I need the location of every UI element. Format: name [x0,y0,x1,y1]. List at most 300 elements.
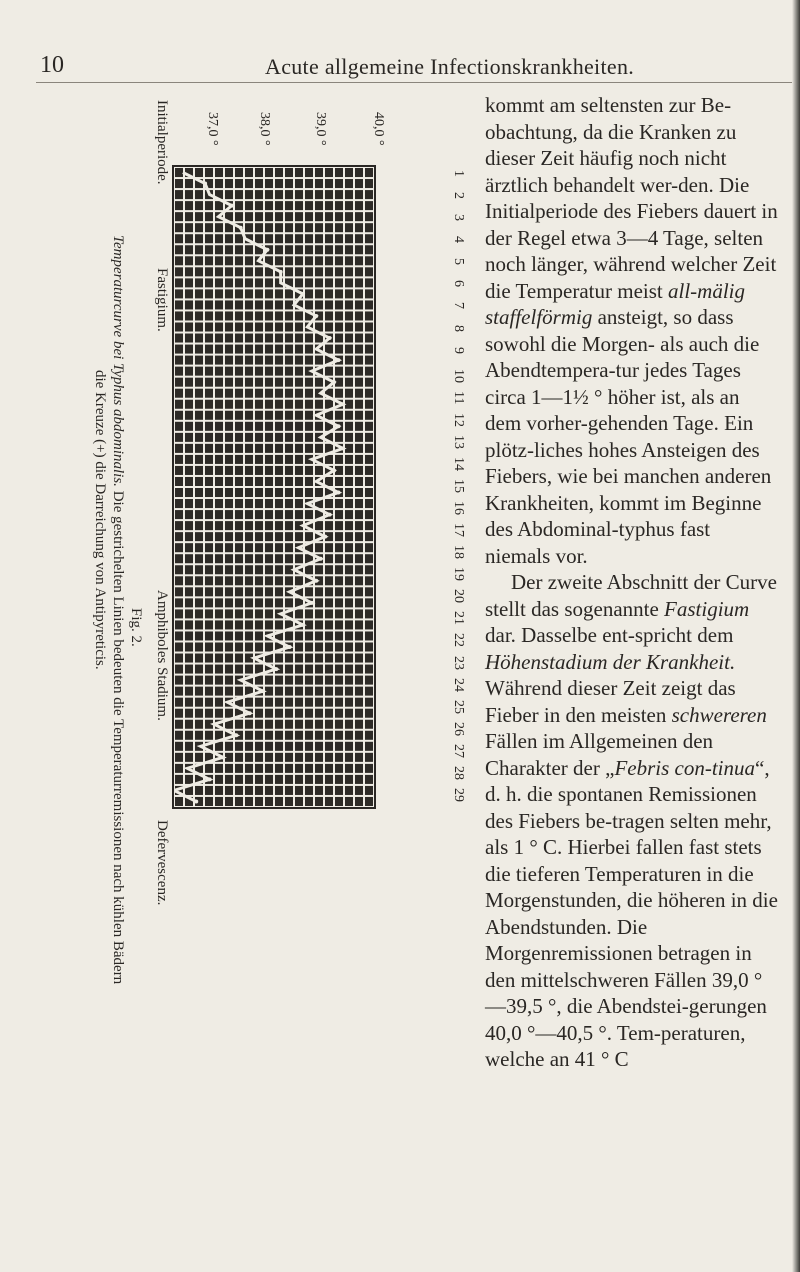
grid-cell [245,168,253,177]
grid-cell [185,433,193,442]
grid-cell [305,223,313,232]
grid-cell [365,356,373,365]
grid-cell [305,300,313,309]
grid-cell [285,455,293,464]
grid-cell [235,797,243,806]
grid-cell [175,510,183,519]
grid-cell [355,499,363,508]
day-label: 11 [451,390,466,405]
day-label: 20 [451,589,466,604]
grid-cell [275,334,283,343]
grid-cell [175,665,183,674]
grid-cell [365,764,373,773]
grid-cell [265,201,273,210]
grid-cell [365,521,373,530]
grid-cell [275,378,283,387]
grid-cell [235,576,243,585]
grid-cell [295,532,303,541]
grid-cell [255,367,263,376]
grid-cell [185,620,193,629]
grid-cell [225,797,233,806]
grid-cell [255,742,263,751]
grid-cell [365,753,373,762]
grid-cell [285,797,293,806]
grid-cell [275,256,283,265]
header-rule [36,82,794,83]
grid-cell [235,300,243,309]
grid-cell [295,223,303,232]
grid-cell [215,631,223,640]
grid-cell [225,300,233,309]
grid-cell [265,786,273,795]
day-label: 7 [451,302,466,310]
grid-cell [295,731,303,740]
day-label: 25 [451,699,466,714]
grid-cell [335,278,343,287]
body-text [485,92,780,1073]
grid-cell [205,378,213,387]
grid-cell [185,245,193,254]
grid-cell [275,311,283,320]
grid-cell [365,190,373,199]
day-label: 22 [451,633,466,648]
grid-cell [275,676,283,685]
temperature-point [230,204,234,208]
grid-cell [225,367,233,376]
grid-cell [185,422,193,431]
grid-cell [265,565,273,574]
grid-cell [205,609,213,618]
temperature-point [341,402,345,406]
grid-cell [235,598,243,607]
grid-cell [245,554,253,563]
grid-cell [215,543,223,552]
grid-cell [345,654,353,663]
grid-cell [275,466,283,475]
grid-cell [345,631,353,640]
grid-cell [205,455,213,464]
grid-cell [295,720,303,729]
running-title: Acute allgemeine Infectionskrankheiten. [265,54,635,79]
grid-cell [305,676,313,685]
grid-cell [255,455,263,464]
grid-cell [205,444,213,453]
grid-cell [245,367,253,376]
grid-cell [285,367,293,376]
grid-cell [265,742,273,751]
grid-cell [245,775,253,784]
grid-cell [195,676,203,685]
grid-cell [295,422,303,431]
grid-cell [255,521,263,530]
grid-cell [195,345,203,354]
grid-cell [225,455,233,464]
grid-cell [195,786,203,795]
grid-cell [185,521,193,530]
grid-cell [325,455,333,464]
temperature-point [239,226,243,230]
grid-cell [335,345,343,354]
grid-cell [215,775,223,784]
grid-cell [365,609,373,618]
grid-cell [255,598,263,607]
grid-cell [175,400,183,409]
grid-cell [235,466,243,475]
grid-cell [175,654,183,663]
grid-cell [325,587,333,596]
grid-cell [205,786,213,795]
grid-cell [345,676,353,685]
grid-cell [185,753,193,762]
grid-cell [305,764,313,773]
grid-cell [185,565,193,574]
grid-cell [175,334,183,343]
grid-cell [215,179,223,188]
grid-cell [325,753,333,762]
grid-cell [335,598,343,607]
grid-cell [275,786,283,795]
grid-cell [255,356,263,365]
grid-cell [205,665,213,674]
grid-cell [175,179,183,188]
grid-cell [205,466,213,475]
grid-cell [345,433,353,442]
grid-cell [255,565,263,574]
day-axis [452,155,482,815]
grid-cell [335,334,343,343]
grid-cell [365,179,373,188]
grid-cell [325,234,333,243]
grid-cell [345,389,353,398]
grid-cell [245,245,253,254]
grid-cell [285,300,293,309]
grid-cell [265,378,273,387]
grid-cell [235,345,243,354]
grid-cell [265,300,273,309]
grid-cell [305,687,313,696]
grid-cell [335,676,343,685]
grid-cell [365,698,373,707]
grid-cell [335,322,343,331]
grid-cell [215,709,223,718]
grid-cell [255,444,263,453]
grid-cell [305,256,313,265]
grid-cell [255,201,263,210]
grid-cell [315,179,323,188]
grid-cell [335,687,343,696]
grid-cell [245,378,253,387]
grid-cell [185,676,193,685]
grid-cell [335,786,343,795]
day-label: 9 [451,346,466,354]
grid-cell [275,289,283,298]
grid-cell [325,642,333,651]
day-label: 24 [451,677,466,692]
grid-cell [295,764,303,773]
grid-cell [345,278,353,287]
grid-cell [175,190,183,199]
grid-cell [185,367,193,376]
grid-cell [355,433,363,442]
grid-cell [285,201,293,210]
grid-cell [365,731,373,740]
grid-cell [195,444,203,453]
grid-cell [325,212,333,221]
grid-cell [245,201,253,210]
grid-cell [185,687,193,696]
grid-cell [365,400,373,409]
grid-cell [255,179,263,188]
grid-cell [275,687,283,696]
grid-cell [255,753,263,762]
grid-cell [285,322,293,331]
grid-cell [335,179,343,188]
grid-cell [185,300,193,309]
grid-cell [335,256,343,265]
grid-cell [325,665,333,674]
grid-cell [255,334,263,343]
grid-cell [225,466,233,475]
grid-cell [285,687,293,696]
grid-cell [265,709,273,718]
grid-cell [315,256,323,265]
grid-cell [355,698,363,707]
temperature-point [248,711,252,715]
grid-cell [185,665,193,674]
grid-cell [345,256,353,265]
grid-cell [225,532,233,541]
grid-cell [185,587,193,596]
grid-cell [265,179,273,188]
grid-cell [345,764,353,773]
grid-cell [255,709,263,718]
grid-cell [195,598,203,607]
grid-cell [175,322,183,331]
grid-cell [175,477,183,486]
grid-cell [255,466,263,475]
grid-cell [265,731,273,740]
grid-cell [255,609,263,618]
grid-cell [355,190,363,199]
grid-cell [345,598,353,607]
grid-cell [195,687,203,696]
grid-cell [335,576,343,585]
grid-cell [185,642,193,651]
grid-cell [175,422,183,431]
grid-cell [175,609,183,618]
grid-cell [195,267,203,276]
grid-cell [365,201,373,210]
grid-cell [365,389,373,398]
grid-cell [355,764,363,773]
grid-cell [355,775,363,784]
day-label: 1 [451,170,466,178]
grid-cell [275,345,283,354]
grid-cell [315,742,323,751]
grid-cell [225,654,233,663]
grid-cell [305,444,313,453]
grid-cell [345,334,353,343]
grid-cell [185,444,193,453]
grid-cell [285,168,293,177]
grid-cell [175,367,183,376]
grid-cell [215,642,223,651]
grid-cell [245,698,253,707]
grid-cell [365,775,373,784]
grid-cell [235,201,243,210]
grid-cell [305,731,313,740]
grid-cell [175,300,183,309]
grid-cell [335,311,343,320]
grid-cell [275,168,283,177]
grid-cell [215,168,223,177]
grid-cell [245,731,253,740]
grid-cell [315,212,323,221]
grid-cell [355,731,363,740]
grid-cell [315,234,323,243]
grid-cell [245,488,253,497]
grid-cell [325,720,333,729]
grid-cell [295,378,303,387]
temperature-point [310,601,314,605]
grid-cell [255,775,263,784]
grid-cell [295,687,303,696]
grid-cell [265,532,273,541]
grid-cell [245,322,253,331]
grid-cell [185,543,193,552]
grid-cell [255,223,263,232]
grid-cell [265,720,273,729]
paragraph-1-text-a: kommt am seltensten zur Be-obachtung, da die Kranken zu dieser Zeit häufig noch nicht ärztlich behandelt wer-den. Die Initialperiode des Fiebers dauert in der Regel etwa 3—4 Tage, selten noch länger, während welcher Zeit die Temperatur meist [485,93,778,303]
grid-cell [235,378,243,387]
grid-cell [335,521,343,530]
grid-cell [335,764,343,773]
grid-cell [195,168,203,177]
stage-fastigium: Fastigium. [154,268,170,332]
day-label: 26 [451,721,466,736]
grid-cell [295,742,303,751]
grid-cell [285,389,293,398]
grid-cell [255,587,263,596]
paragraph-2 [485,569,780,1073]
grid-cell [225,322,233,331]
grid-cell [305,278,313,287]
grid-cell [315,466,323,475]
grid-cell [255,168,263,177]
grid-cell [215,389,223,398]
grid-cell [305,565,313,574]
grid-cell [205,797,213,806]
grid-cell [225,422,233,431]
grid-cell [325,631,333,640]
grid-cell [205,764,213,773]
grid-cell [255,400,263,409]
grid-cell [225,576,233,585]
grid-cell [265,477,273,486]
grid-cell [315,300,323,309]
grid-cell [345,742,353,751]
grid-cell [315,488,323,497]
temp-label: 40,0 ° [371,112,386,146]
grid-cell [215,576,223,585]
grid-cell [255,786,263,795]
grid-cell [225,609,233,618]
temperature-point [279,270,283,274]
grid-cell [175,631,183,640]
grid-cell [215,400,223,409]
grid-cell [365,720,373,729]
grid-cell [175,775,183,784]
grid-cell [215,609,223,618]
grid-cell [185,488,193,497]
grid-cell [225,642,233,651]
grid-cell [265,620,273,629]
grid-cell [225,234,233,243]
grid-cell [205,576,213,585]
grid-cell [325,620,333,629]
grid-cell [295,665,303,674]
grid-cell [275,190,283,199]
grid-cell [215,521,223,530]
grid-cell [345,212,353,221]
grid-cell [335,433,343,442]
grid-cell [225,267,233,276]
grid-cell [235,179,243,188]
grid-cell [195,709,203,718]
temp-label: 38,0 ° [257,112,272,146]
grid-cell [315,190,323,199]
grid-cell [185,378,193,387]
grid-cell [295,311,303,320]
grid-cell [235,245,243,254]
grid-cell [255,720,263,729]
grid-cell [315,378,323,387]
grid-cell [305,433,313,442]
grid-cell [195,587,203,596]
grid-cell [315,665,323,674]
grid-cell [255,433,263,442]
grid-cell [325,521,333,530]
grid-cell [345,753,353,762]
grid-cell [325,311,333,320]
grid-cell [345,289,353,298]
grid-cell [365,455,373,464]
temperature-curve [174,173,343,802]
grid-cell [235,742,243,751]
grid-cell [265,554,273,563]
grid-cell [355,212,363,221]
grid-cell [365,786,373,795]
grid-cell [265,797,273,806]
grid-cell [315,786,323,795]
grid-cell [365,709,373,718]
grid-cell [235,543,243,552]
grid-cell [175,598,183,607]
grid-cell [205,400,213,409]
grid-cell [355,422,363,431]
grid-cell [295,698,303,707]
grid-cell [295,389,303,398]
grid-cell [365,289,373,298]
grid-cell [335,289,343,298]
grid-cell [325,797,333,806]
grid-cell [265,609,273,618]
grid-cell [225,378,233,387]
grid-cell [215,289,223,298]
grid-cell [305,631,313,640]
grid-cell [195,720,203,729]
grid-cell [195,576,203,585]
